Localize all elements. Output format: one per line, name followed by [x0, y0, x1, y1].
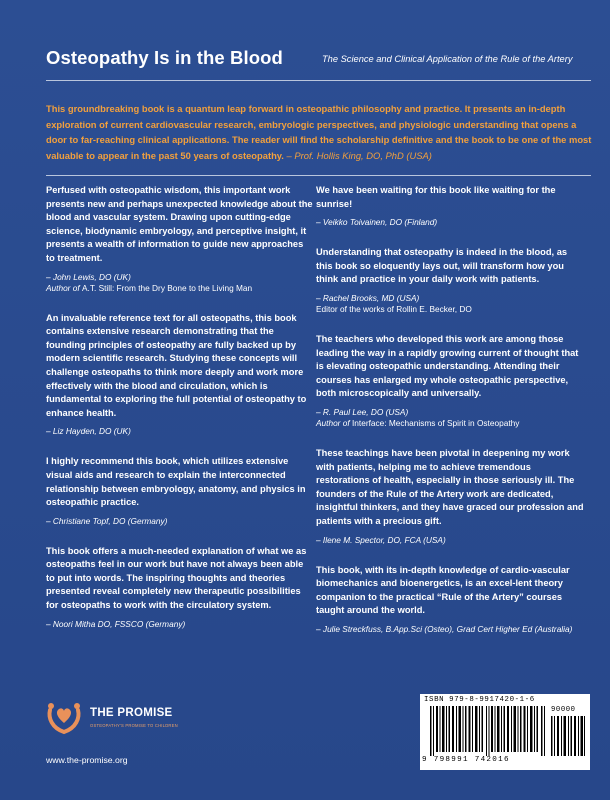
quote-block: [316, 333, 584, 429]
quote-block: [46, 312, 314, 438]
quote-author: – Veikko Toivainen, DO (Finland): [316, 217, 438, 228]
work-title: Interface: Mechanisms of Spirit in Osteopathy: [351, 417, 520, 428]
divider-top: [46, 80, 591, 81]
barcode-addon-icon: [550, 716, 586, 756]
publisher-logo-icon: [44, 696, 84, 736]
quote-author-work: [316, 418, 584, 429]
quote-block: [316, 246, 584, 315]
quote-text: We have been waiting for this book like waiting for the sunrise!: [316, 185, 556, 209]
isbn-barcode: [420, 694, 590, 770]
quote-text: An invaluable reference text for all osteopaths, this book contains extensive research demonstrating that the founding principles of osteopathy are fully backed up by modern scientific research. Studying these concepts will challenge osteopaths to think more deeply and work more effectively with the blood and circulation, which is fundamental to exploring the full potential of osteopathy to enhance health.: [46, 312, 307, 418]
quote-author: – Liz Hayden, DO (UK): [46, 426, 131, 437]
quote-text: Perfused with osteopathic wisdom, this important work presents new and perhaps unexpected knowledge about the blood and vascular system. Drawing upon cutting-edge science, biodynamic embryology, and perceptive insight, it presents a wealth of information to guide new approaches to treatment.: [46, 185, 313, 263]
publisher-url[interactable]: www.the-promise.org: [46, 755, 128, 765]
quote-block: [316, 564, 584, 635]
quote-author: – Noori Mitha DO, FSSCO (Germany): [46, 618, 186, 629]
publisher-name: THE PROMISE: [90, 707, 173, 719]
right-column: [316, 184, 584, 653]
barcode-digits: 9 798991 742016: [422, 756, 510, 764]
quote-author: – Julie Streckfuss, B.App.Sci (Osteo), Grad Cert Higher Ed (Australia): [316, 623, 573, 634]
barcode-main-icon: [428, 706, 548, 756]
left-column: [46, 184, 314, 648]
quote-text: This book offers a much-needed explanation of what we as osteopaths feel in our work but have not always been able to put into words. The inspiring thoughts and theories presented reveal completely new therapeutic possibilities for osteopaths to work with the circulatory system.: [46, 545, 307, 611]
intro-attribution: – Prof. Hollis King, DO, PhD (USA): [286, 150, 432, 162]
book-title: Osteopathy Is in the Blood: [46, 47, 283, 68]
intro-blurb: [46, 101, 594, 164]
quote-author: – John Lewis, DO (UK): [46, 271, 131, 282]
quote-block: [316, 447, 584, 546]
quote-block: [316, 184, 584, 228]
intro-text: This groundbreaking book is a quantum leap forward in osteopathic philosophy and practice. It presents an in-depth exploration of current cardiovascular research, embryologic perspectives, and physiologic understanding that opens a door to far-reaching clinical applications. The reader will find the scholarship definitive and the book to be one of the most valuable to appear in the past 50 years of osteopathy.: [46, 103, 592, 162]
work-prefix: Author of: [316, 417, 352, 428]
divider-intro: [46, 175, 591, 176]
isbn-label: ISBN 979-8-9917420-1-6: [424, 696, 535, 704]
quote-block: [46, 184, 314, 294]
quote-block: [46, 455, 314, 526]
quote-block: [46, 545, 314, 630]
quote-text: I highly recommend this book, which utilizes extensive visual aids and research to explain the interconnected relationship between embryology, anatomy, and physics in osteopathic practice.: [46, 456, 306, 508]
book-subtitle: The Science and Clinical Application of the Rule of the Artery: [322, 54, 573, 64]
price-code: 90000: [551, 706, 576, 714]
quote-author: – R. Paul Lee, DO (USA): [316, 406, 409, 417]
quote-text: These teachings have been pivotal in deepening my work with patients, helping me to achieve tremendous restorations of health, especially in those seriously ill. The founders of the Rule of the Artery work are dedicated, insightful thinkers, and they have graced our profession and patients with a precious gift.: [316, 447, 584, 526]
quote-author: – Rachel Brooks, MD (USA): [316, 292, 420, 303]
publisher-tagline: OSTEOPATHY'S PROMISE TO CHILDREN: [90, 723, 178, 728]
work-prefix: Author of: [46, 282, 82, 293]
work-title: A.T. Still: From the Dry Bone to the Living Man: [81, 282, 253, 293]
quote-author: – Ilene M. Spector, DO, FCA (USA): [316, 534, 446, 545]
quote-text: The teachers who developed this work are among those leading the way in a rapidly growing current of thought that is elevating osteopathic understanding. Attending their courses has enlarged my whole osteopathic perspective, both microscopically and universally.: [316, 333, 579, 399]
quote-author-work: [46, 283, 314, 294]
quote-author: – Christiane Topf, DO (Germany): [46, 515, 168, 526]
quote-text: This book, with its in-depth knowledge of cardio-vascular biomechanics and bioenergetics, is an excel-lent theory companion to the practical “Rule of the Artery” courses taught around the world.: [316, 564, 570, 616]
quote-author-work: Editor of the works of Rollin E. Becker, DO: [316, 303, 472, 314]
quote-text: Understanding that osteopathy is indeed in the blood, as this book so eloquently lays out, will transform how you think and practice in your daily work with patients.: [316, 247, 568, 285]
